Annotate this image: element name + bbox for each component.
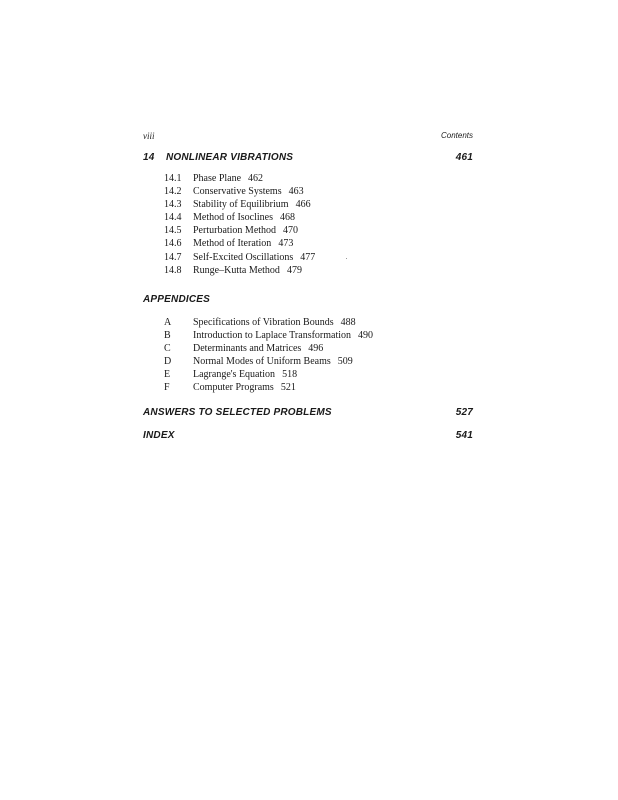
section-page: 479 bbox=[286, 264, 302, 276]
appendix-letter: E bbox=[164, 369, 171, 381]
appendix-letter: C bbox=[164, 343, 171, 355]
index-heading bbox=[143, 430, 473, 444]
appendix-entry bbox=[164, 329, 373, 342]
section-number: 14.2 bbox=[164, 186, 182, 198]
section-page: 468 bbox=[280, 212, 295, 224]
appendix-entry bbox=[164, 316, 373, 329]
section-title: Conservative Systems bbox=[193, 186, 282, 198]
chapter-14-heading bbox=[143, 152, 473, 166]
section-title: Phase Plane bbox=[193, 173, 242, 184]
running-header bbox=[143, 131, 473, 143]
scan-speck bbox=[346, 258, 347, 259]
page-number: viii bbox=[143, 131, 155, 141]
appendix-title: Computer Programs bbox=[193, 382, 274, 394]
appendix-page: 488 bbox=[340, 317, 356, 328]
appendix-title: Specifications of Vibration Bounds bbox=[193, 317, 334, 328]
chapter-page: 461 bbox=[455, 152, 473, 163]
section-title: Runge–Kutta Method bbox=[193, 264, 280, 276]
section-title: Stability of Equilibrium bbox=[193, 199, 289, 211]
section-entry bbox=[164, 172, 315, 185]
section-title: Perturbation Method bbox=[193, 225, 277, 237]
appendix-title: Introduction to Laplace Transformation bbox=[193, 330, 352, 342]
appendix-letter: D bbox=[164, 356, 172, 368]
chapter-number: 14 bbox=[143, 152, 155, 163]
appendix-letter: A bbox=[164, 317, 172, 328]
section-entry bbox=[164, 264, 315, 277]
section-entry bbox=[164, 251, 315, 264]
appendix-page: 518 bbox=[282, 369, 298, 381]
section-page: 462 bbox=[248, 173, 264, 184]
section-number: 14.4 bbox=[164, 212, 182, 224]
section-number: 14.5 bbox=[164, 225, 182, 237]
chapter-title: NONLINEAR VIBRATIONS bbox=[165, 152, 294, 163]
appendix-letter: F bbox=[164, 382, 170, 394]
section-title: Method of Iteration bbox=[193, 238, 272, 250]
section-page: 470 bbox=[283, 225, 299, 237]
index-title: INDEX bbox=[143, 430, 175, 441]
appendix-entry bbox=[164, 342, 373, 355]
section-entry bbox=[164, 224, 315, 237]
section-number: 14.6 bbox=[164, 238, 182, 250]
section-title: Method of Isoclines bbox=[193, 212, 273, 224]
appendix-entry bbox=[164, 368, 373, 381]
section-entry bbox=[164, 211, 315, 224]
chapter-14-sections bbox=[164, 172, 315, 277]
appendix-entry bbox=[164, 355, 373, 368]
section-number: 14.7 bbox=[164, 251, 182, 263]
appendix-letter: B bbox=[164, 330, 171, 342]
section-entry bbox=[164, 185, 315, 198]
appendix-page: 521 bbox=[280, 382, 296, 394]
appendix-title: Lagrange's Equation bbox=[193, 369, 276, 381]
section-number: 14.8 bbox=[164, 264, 182, 276]
appendices-heading bbox=[143, 294, 473, 308]
answers-heading bbox=[143, 407, 473, 421]
appendix-title: Normal Modes of Uniform Beams bbox=[193, 356, 331, 368]
section-number: 14.3 bbox=[164, 199, 182, 211]
appendices-title: APPENDICES bbox=[143, 294, 211, 305]
appendix-title: Determinants and Matrices bbox=[193, 343, 302, 355]
index-page: 541 bbox=[455, 430, 473, 441]
section-title: Self-Excited Oscillations bbox=[193, 251, 294, 263]
answers-page: 527 bbox=[455, 407, 473, 418]
answers-title: ANSWERS TO SELECTED PROBLEMS bbox=[143, 407, 332, 418]
section-page: 477 bbox=[300, 251, 316, 263]
appendices-list bbox=[164, 316, 373, 395]
section-page: 463 bbox=[288, 186, 304, 198]
appendix-page: 490 bbox=[358, 330, 374, 342]
appendix-page: 509 bbox=[337, 356, 353, 368]
section-entry bbox=[164, 198, 315, 211]
appendix-entry bbox=[164, 381, 373, 394]
section-page: 473 bbox=[278, 238, 294, 250]
appendix-page: 496 bbox=[308, 343, 324, 355]
section-entry bbox=[164, 237, 315, 250]
section-number: 14.1 bbox=[164, 173, 182, 184]
running-header-title: Contents bbox=[440, 131, 473, 140]
section-page: 466 bbox=[295, 199, 311, 211]
